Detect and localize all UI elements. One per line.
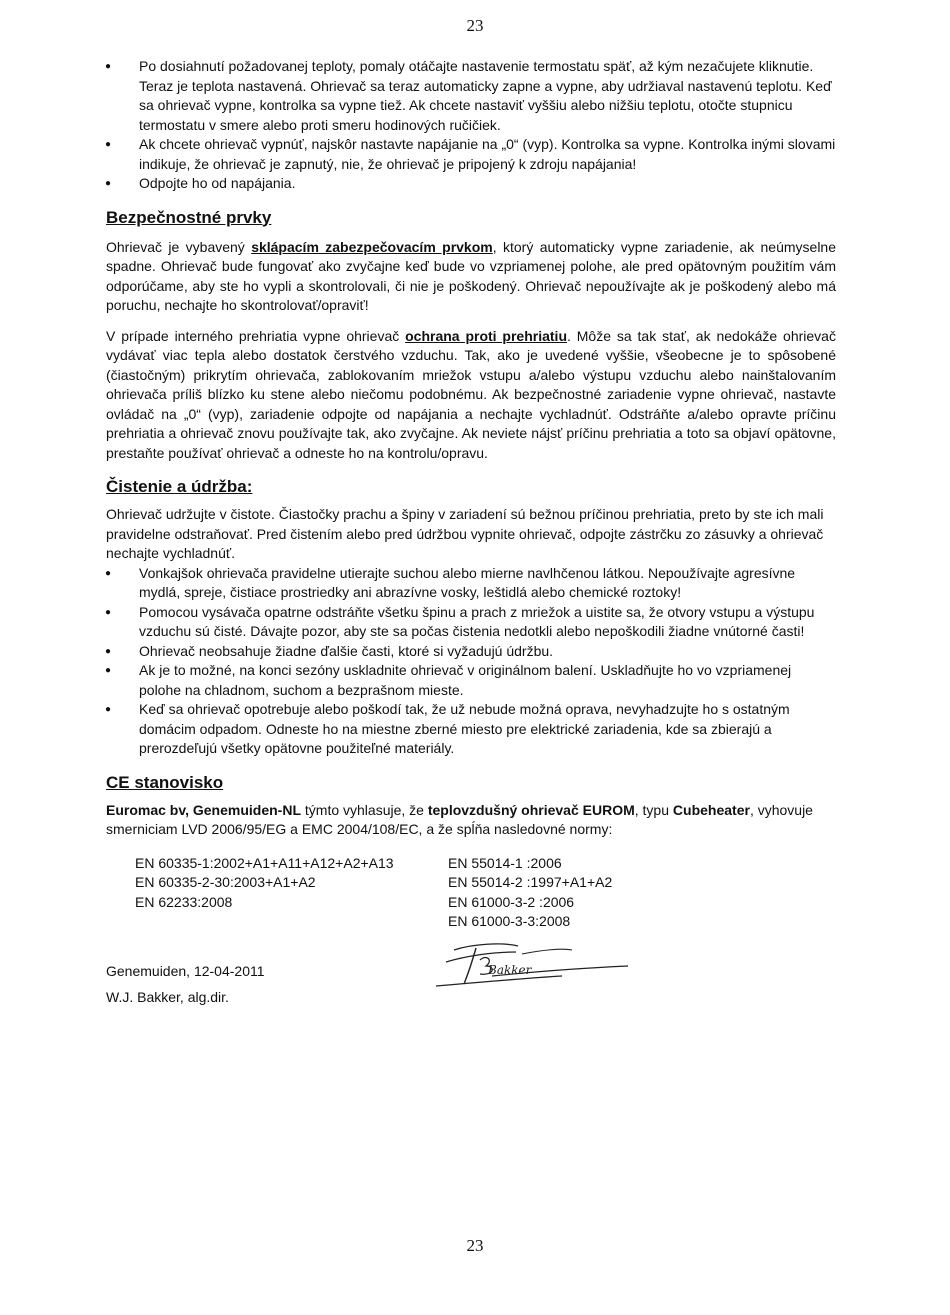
- norm-item: EN 62233:2008: [135, 893, 233, 910]
- norms-column-right: [448, 854, 748, 932]
- ce-declaration: [106, 801, 836, 840]
- text-run: , vyhovuje smerniciam LVD 2006/95/EG a EMC 2004/108/EC, a že spĺňa nasledovné normy:: [106, 801, 813, 837]
- norm-item: EN 61000-3-3:2008: [448, 913, 571, 929]
- list-item: ● Ohrievač neobsahuje žiadne ďalšie časti, ktoré si vyžadujú údržbu.: [106, 642, 836, 662]
- place-date: Genemuiden, 12-04-2011: [106, 962, 265, 979]
- norm-item: EN 55014-2 :1997+A1+A2: [448, 874, 613, 890]
- text-run: . Môže sa tak stať, ak nedokáže ohrievač vydávať viac tepla alebo dostatok čerstvého vzduchu. Tak, ako je uvedené vyššie, všeobecne je to spôsobené (čiastočným) prikrytím ohrievača, zablokovaním mriežok vstupu a/alebo výstupu vzduchu alebo nainštalovaním ohrievača príliš blízko ku stene alebo niečomu podobnému. Ak bezpečnostné zariadenie vypne ohrievač, nastavte ovládač na „0“ (vyp), zariadenie odpojte od napájania a nechajte vychladnúť. Odstráňte a/alebo opravte príčinu prehriatia a ohrievač znovu používajte tak, ako zvyčajne. Ak neviete nájsť príčinu prehriatia a toto sa objaví opätovne, prestaňte používať ohrievač a odneste ho na kontrolu/opravu.: [106, 327, 836, 461]
- signature-image: [432, 940, 632, 996]
- safety-paragraph-1: [106, 238, 836, 316]
- list-item: ● Vonkajšok ohrievača pravidelne utierajte suchou alebo mierne navlhčenou látkou. Nepoužívajte agresívne mydlá, spreje, čistiace prostriedky ani abrazívne vosky, leštidlá alebo chemické roztoky!: [106, 564, 836, 603]
- list-item: ● Po dosiahnutí požadovanej teploty, pomaly otáčajte nastavenie termostatu späť, až kým nezačujete kliknutie. Teraz je teplota nastavená. Ohrievač sa teraz automaticky zapne a vypne, aby udržiaval nastavenú teplotu. Keď sa ohrievač vypne, kontrolka sa vypne tiež. Ak chcete nastaviť vyššiu alebo nižšiu teplotu, otočte stupnicu termostatu v smere alebo proti smeru hodinových ručičiek.: [106, 57, 836, 135]
- norm-item: EN 60335-2-30:2003+A1+A2: [135, 874, 316, 890]
- emphasis: sklápacím zabezpečovacím prvkom: [251, 238, 493, 255]
- signatory-name: W.J. Bakker, alg.dir.: [106, 988, 229, 1005]
- list-item: ● Ak chcete ohrievač vypnúť, najskôr nastavte napájanie na „0“ (vyp). Kontrolka sa vypne. Kontrolka inými slovami indikuje, že ohrievač je zapnutý, nie, že ohrievač je pripojený k zdroju napájania!: [106, 135, 836, 174]
- text-run: , ktorý automaticky vypne zariadenie, ak neúmyselne spadne. Ohrievač bude fungovať ako zvyčajne keď bude vo vzpriamenej polohe, ale pred opätovným použitím vám odporúčame, aby ste ho vypli a skontrolovali, či nie je poškodený. Ohrievač nepoužívajte ak je poškodený alebo má poruchu, nechajte ho skontrolovať/opraviť!: [106, 238, 837, 313]
- page-number-top: 23: [466, 16, 484, 35]
- cleaning-heading: Čistenie a údržba:: [106, 477, 253, 496]
- list-item: ● Odpojte ho od napájania.: [106, 174, 836, 194]
- ce-heading: CE stanovisko: [106, 772, 224, 792]
- list-item: ● Pomocou vysávača opatrne odstráňte všetku špinu a prach z mriežok a uistite sa, že otvory vstupu a výstupu vzduchu sú čisté. Dávajte pozor, aby ste sa počas čistenia nedotkli alebo nepoškodili žiadne vnútorné časti!: [106, 603, 836, 642]
- cleaning-intro: Ohrievač udržujte v čistote. Čiastočky prachu a špiny v zariadení sú bežnou príčinou prehriatia, preto by ste ich mali pravidelne odstraňovať. Pred čistením alebo pred údržbou vypnite ohrievač, odpojte zástrčku zo zásuvky a ohrievač nechajte vychladnúť.: [106, 506, 824, 561]
- text-run: , typu: [634, 801, 673, 818]
- signature-text: Bakker: [488, 962, 532, 977]
- model-name: Cubeheater: [672, 801, 750, 818]
- norms-table: [106, 854, 836, 932]
- text-run: týmto vyhlasuje, že: [301, 801, 428, 818]
- company-name: Euromac bv, Genemuiden-NL: [106, 801, 301, 818]
- product-name: teplovzdušný ohrievač EUROM: [427, 801, 635, 818]
- list-item: ● Ak je to možné, na konci sezóny uskladnite ohrievač v originálnom balení. Uskladňujte ho vo vzpriamenej polohe na chladnom, suchom a bezprašnom mieste.: [106, 661, 836, 700]
- safety-paragraph-2: [106, 327, 836, 464]
- emphasis: ochrana proti prehriatiu: [405, 327, 567, 344]
- cleaning-bullet-list: [106, 564, 836, 759]
- text-run: Ohrievač je vybavený: [106, 238, 252, 255]
- intro-bullet-list: [106, 57, 836, 194]
- text-run: V prípade interného prehriatia vypne ohrievač: [106, 327, 406, 344]
- list-item: ● Keď sa ohrievač opotrebuje alebo poškodí tak, že už nebude možná oprava, nevyhadzujte ho s ostatným domácim odpadom. Odneste ho na miestne zberné miesto pre elektrické zariadenia, kde sa zbierajú a prerozdeľujú všetky opätovne použiteľné materiály.: [106, 700, 836, 759]
- norm-item: EN 61000-3-2 :2006: [448, 893, 575, 910]
- norm-item: EN 55014-1 :2006: [448, 854, 562, 871]
- norms-column-left: [135, 854, 448, 932]
- safety-heading: Bezpečnostné prvky: [106, 207, 272, 227]
- page-number-bottom: 23: [466, 1236, 484, 1255]
- page-content: [106, 57, 836, 1026]
- norm-item: EN 60335-1:2002+A1+A11+A12+A2+A13: [135, 854, 394, 871]
- signature-block: [106, 946, 836, 1026]
